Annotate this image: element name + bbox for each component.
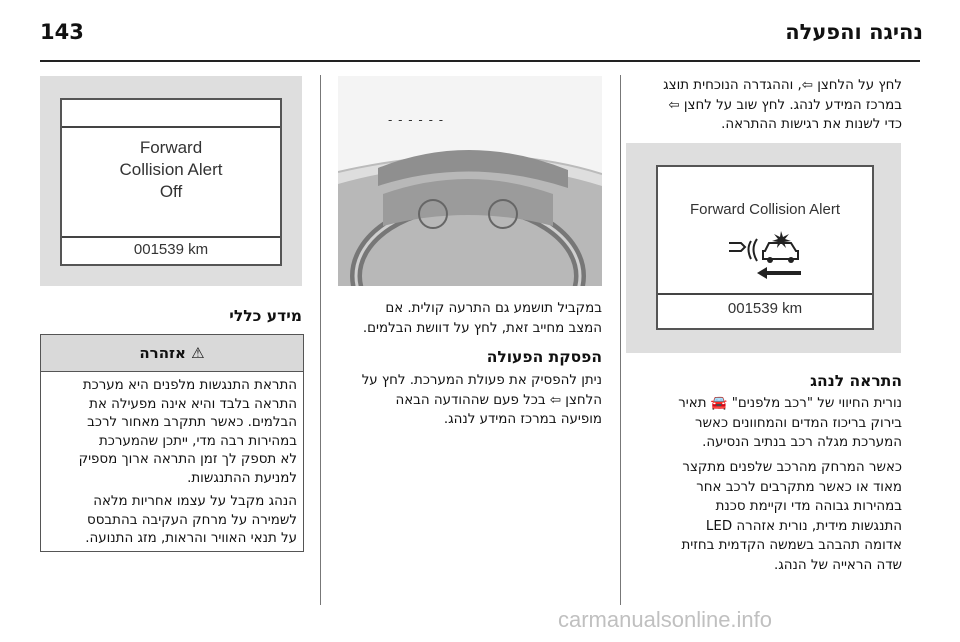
odometer-reading-left: 001539 km: [133, 241, 209, 258]
display-line-forward: Forward: [139, 138, 203, 157]
chapter-title: נהיגה והפעלה: [785, 20, 923, 44]
middle-paragraph-1: במקביל תושמע גם התרעה קולית. אם המצב מחייב זאת, לחץ על דוושת הבלמים.: [362, 301, 602, 336]
watermark: carmanualsonline.info: [558, 607, 773, 632]
windshield-led-dashes: - - - - - -: [388, 113, 445, 127]
header-rule: [40, 60, 920, 62]
driver-alert-paragraph-1: נורית החיווי של "רכב מלפנים" 🚘 תאיר בירוק בריכוז המדים והמחוונים כאשר המערכת מגלה רכב בנתיב הנסיעה.: [678, 396, 902, 450]
display-bottom-divider: [62, 236, 280, 238]
column-divider-left: [320, 75, 321, 605]
windshield-illustration: [338, 76, 602, 286]
display-title: Forward Collision Alert: [689, 201, 841, 218]
heading-driver-alert: התראה לנהג: [810, 372, 902, 390]
warning-icon: ⚠: [191, 344, 205, 362]
warning-paragraph-2: הנהג מקבל על עצמו אחריות מלאה לשמירה על מרחק העקיבה בהתבסס על תנאי האוויר והראות, מזג התנועה.: [85, 494, 297, 546]
column-divider-right: [620, 75, 621, 605]
collision-alert-icon: [721, 229, 811, 285]
windshield-led-image: [338, 76, 602, 286]
fca-off-display-image: [40, 76, 302, 286]
display-top-divider: [62, 126, 280, 128]
warning-box: [40, 334, 304, 552]
heading-general-info: מידע כללי: [229, 307, 302, 325]
fca-off-display-screen: [60, 98, 282, 266]
warning-paragraph-1: התראת התנגשות מלפנים היא מערכת התראה בלבד והיא אינה מפעילה את הבלמים. כאשר תתקרב מאחור לרכב במהירות רבה מדי, ייתכן שהמערכת לא תספק לך זמן התראה ארוך מספיק למניעת ההתנגשות.: [78, 378, 297, 486]
page-number: 143: [40, 20, 84, 44]
middle-paragraph-2: ניתן להפסיק את פעולת המערכת. לחץ על הלחצן ⇦ בכל פעם שההודעה הבאה מופיעה במרכז המידע לנהג.: [361, 373, 602, 427]
display-divider: [658, 293, 872, 295]
heading-deactivation: הפסקת הפעולה: [486, 348, 602, 366]
display-line-collision-alert: Collision Alert: [119, 160, 223, 179]
fca-display-image: [626, 143, 901, 353]
right-intro-text: לחץ על הלחצן ⇦, וההגדרה הנוכחית תוצג במרכז המידע לנהג. לחץ שוב על לחצן ⇦ כדי לשנות את רגישות ההתראה.: [663, 78, 902, 132]
odometer-reading: 001539 km: [727, 300, 803, 317]
display-line-off: Off: [159, 182, 183, 201]
fca-display-screen: [656, 165, 874, 330]
warning-title: אזהרה: [139, 344, 186, 362]
warning-header: [41, 335, 303, 372]
driver-alert-paragraph-2: כאשר המרחק מהרכב שלפנים מתקצר מאוד או כאשר מתקרבים לרכב אחר במהירות גבוהה מדי וקיימת סכנת התנגשות מידית, נורית אזהרה LED אדומה תהבהב בשמשה הקדמית בחזית שדה הראייה של הנהג.: [681, 460, 902, 573]
